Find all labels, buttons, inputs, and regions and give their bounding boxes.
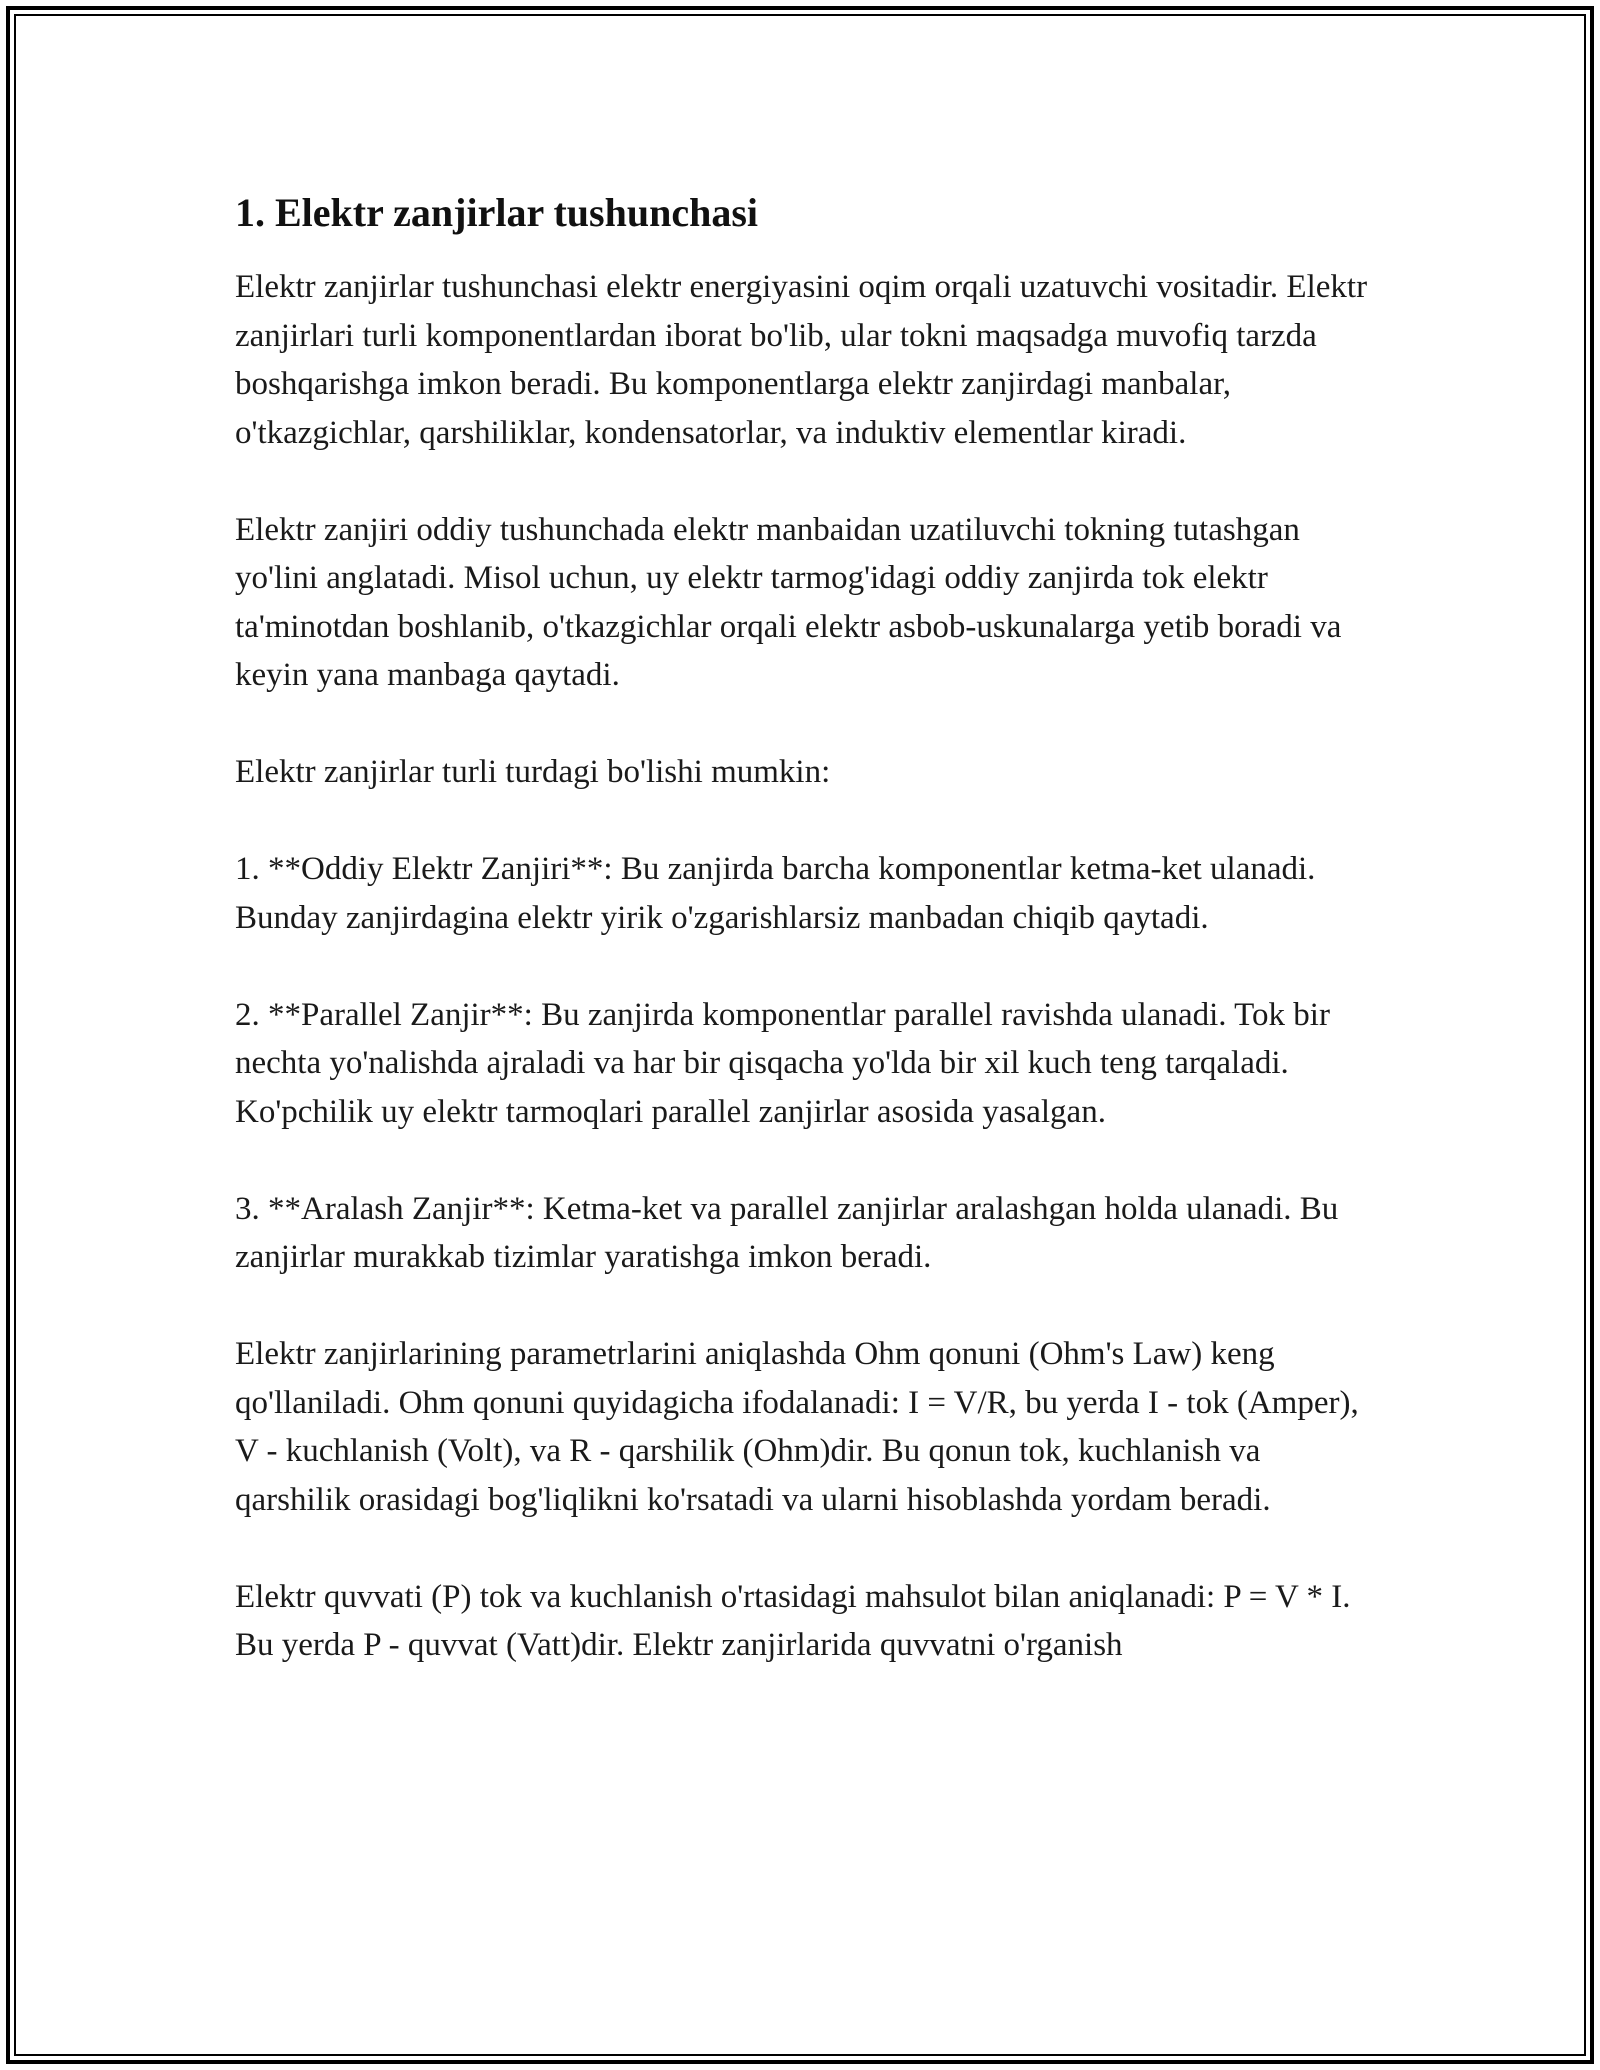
paragraph-intro: Elektr zanjirlar tushunchasi elektr energiyasini oqim orqali uzatuvchi vositadir. Elektr zanjirlari turli komponentlardan iborat bo'lib, ular tokni maqsadga muvofiq tarzda boshqarishga imkon beradi. Bu komponentlarga elektr zanjirdagi manbalar, o'tkazgichlar, qarshiliklar, kondensatorlar, va induktiv elementlar kiradi. bbox=[235, 269, 1368, 451]
section-heading: 1. Elektr zanjirlar tushunchasi bbox=[235, 190, 759, 235]
document-body bbox=[235, 180, 1375, 1718]
paragraph-ohms-law: Elektr zanjirlarining parametrlarini aniqlashda Ohm qonuni (Ohm's Law) keng qo'llaniladi. Ohm qonuni quyidagicha ifodalanadi: I = V/R, bu yerda I - tok (Amper), V - kuchlanish (Volt), va R - qarshilik (Ohm)dir. Bu qonun tok, kuchlanish va qarshilik orasidagi bog'liqlikni ko'rsatadi va ularni hisoblashda yordam beradi. bbox=[235, 1336, 1359, 1518]
list-item-parallel-circuit: 2. **Parallel Zanjir**: Bu zanjirda komponentlar parallel ravishda ulanadi. Tok bir nechta yo'nalishda ajraladi va har bir qisqacha yo'lda bir xil kuch teng tarqaladi. Ko'pchilik uy elektr tarmoqlari parallel zanjirlar asosida yasalgan. bbox=[235, 996, 1330, 1130]
list-item-mixed-circuit: 3. **Aralash Zanjir**: Ketma-ket va parallel zanjirlar aralashgan holda ulanadi. Bu zanjirlar murakkab tizimlar yaratishga imkon beradi. bbox=[235, 1190, 1339, 1275]
paragraph-simple-concept: Elektr zanjiri oddiy tushunchada elektr manbaidan uzatiluvchi tokning tutashgan yo'lini anglatadi. Misol uchun, uy elektr tarmog'idagi oddiy zanjirda tok elektr ta'minotdan boshlanib, o'tkazgichlar orqali elektr asbob-uskunalarga yetib boradi va keyin yana manbaga qaytadi. bbox=[235, 511, 1342, 693]
list-item-simple-circuit: 1. **Oddiy Elektr Zanjiri**: Bu zanjirda barcha komponentlar ketma-ket ulanadi. Bunday zanjirdagina elektr yirik o'zgarishlarsiz manbadan chiqib qaytadi. bbox=[235, 851, 1316, 936]
paragraph-power: Elektr quvvati (P) tok va kuchlanish o'rtasidagi mahsulot bilan aniqlanadi: P = V * I. Bu yerda P - quvvat (Vatt)dir. Elektr zanjirlarida quvvatni o'rganish bbox=[235, 1578, 1351, 1663]
paragraph-types-intro: Elektr zanjirlar turli turdagi bo'lishi mumkin: bbox=[235, 754, 831, 790]
